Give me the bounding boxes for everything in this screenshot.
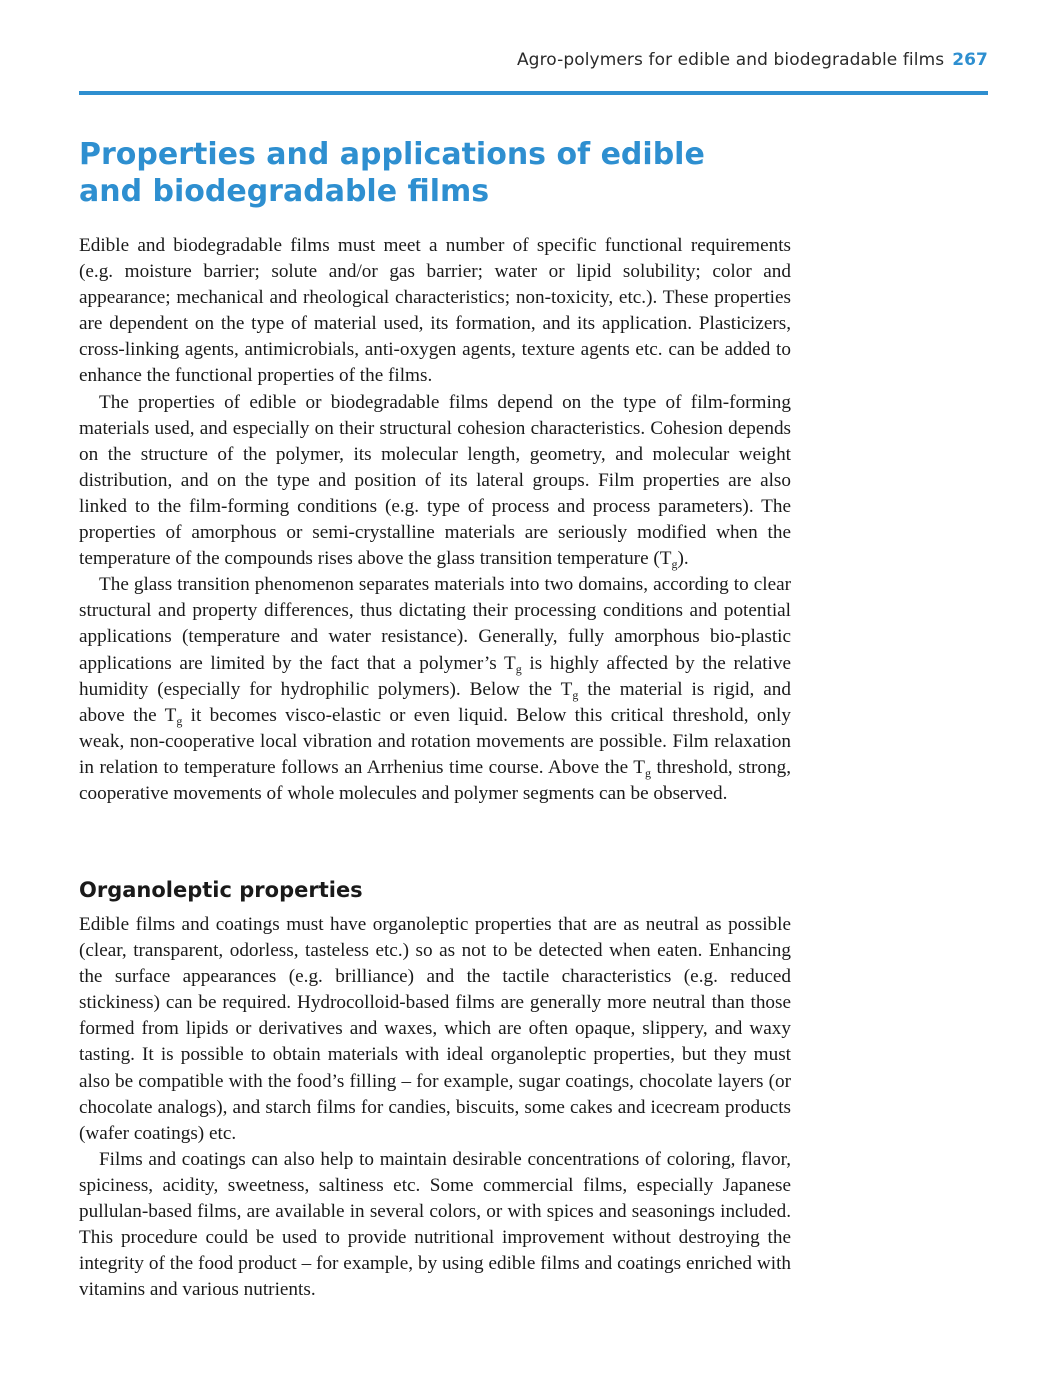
header-rule <box>79 91 988 95</box>
page-number: 267 <box>952 50 988 70</box>
tg-subscript: g <box>176 713 183 728</box>
tg-subscript: g <box>671 557 678 572</box>
organoleptic-paragraph-1: Edible films and coatings must have organoleptic properties that are as neutral as possible (clear, transparent, odorless, tasteless etc.) so as not to be detected when eaten. Enhancing the surface appearances (e.g. brilliance) and the tactile characteristics (e.g. reduced stickiness) can be required. Hydrocolloid-based films are generally more neutral than those formed from lipids or derivatives and waxes, which are often opaque, slippery, and waxy tasting. It is possible to obtain materials with ideal organoleptic properties, but they must also be compatible with the food’s filling – for example, sugar coatings, chocolate layers (or chocolate analogs), and starch films for candies, biscuits, some cakes and icecream products (wafer coatings) etc. <box>79 914 791 1144</box>
section-title-line-2: and biodegradable films <box>79 174 490 209</box>
paragraph-3-text-c: the material is rigid, and above the T <box>79 678 791 726</box>
paragraph-2-text: The properties of edible or biodegradable films depend on the type of film-forming materials used, and especially on their structural cohesion characteristics. Cohesion depends on the structure of the polymer, its molecular length, geometry, and molecular weight distribution, and on the type and position of its lateral groups. Film properties are also linked to the film-forming conditions (e.g. type of process and process parameters). The properties of amorphous or semi-crystalline materials are seriously modified when the temperature of the compounds rises above the glass transition temperature (T <box>79 391 791 570</box>
paragraph-3-text-d: it becomes visco-elastic or even liquid. Below this critical threshold, only weak, non-cooperative local vibration and rotation movements are possible. Film relaxation in relation to temperature follows an Arrhenius time course. Above the T <box>79 704 791 778</box>
paragraph-3-text-e: threshold, strong, cooperative movements of whole molecules and polymer segments can be observed. <box>79 756 791 804</box>
running-title: Agro-polymers for edible and biodegradable films <box>516 50 945 70</box>
organoleptic-paragraph-2: Films and coatings can also help to maintain desirable concentrations of coloring, flavor, spiciness, acidity, sweetness, saltiness etc. Some commercial films, especially Japanese pullulan-based films, are available in several colors, or with spices and seasonings included. This procedure could be used to provide nutritional improvement without destroying the integrity of the food product – for example, by using edible films and coatings enriched with vitamins and various nutrients. <box>79 1148 791 1301</box>
section-title <box>79 136 779 210</box>
paragraph-2-close: ). <box>677 548 689 570</box>
paragraph-3-text-b: is highly affected by the relative humidity (especially for hydrophilic polymers). Below the T <box>79 652 791 700</box>
subsection-body <box>79 912 791 1303</box>
running-header <box>79 50 988 70</box>
tg-subscript: g <box>572 687 579 702</box>
tg-subscript: g <box>515 661 522 676</box>
paragraph-2 <box>79 390 791 573</box>
paragraph-1: Edible and biodegradable films must meet a number of specific functional requirements (e.g. moisture barrier; solute and/or gas barrier; water or lipid solubility; color and appearance; mechanical and rheological characteristics; non-toxicity, etc.). These properties are dependent on the type of material used, its formation, and its application. Plasticizers, cross-linking agents, antimicrobials, anti-oxygen agents, texture agents etc. can be added to enhance the functional properties of the films. <box>79 235 791 387</box>
section-body <box>79 233 791 807</box>
section-title-line-1: Properties and applications of edible <box>79 137 705 172</box>
tg-subscript: g <box>644 765 651 780</box>
subsection-title: Organoleptic properties <box>79 878 363 902</box>
paragraph-3 <box>79 572 791 807</box>
paragraph-3-text-a: The glass transition phenomenon separates materials into two domains, according to clear structural and property differences, thus dictating their processing conditions and potential applications (temperature and water resistance). Generally, fully amorphous bio-plastic applications are limited by the fact that a polymer’s T <box>79 574 791 674</box>
